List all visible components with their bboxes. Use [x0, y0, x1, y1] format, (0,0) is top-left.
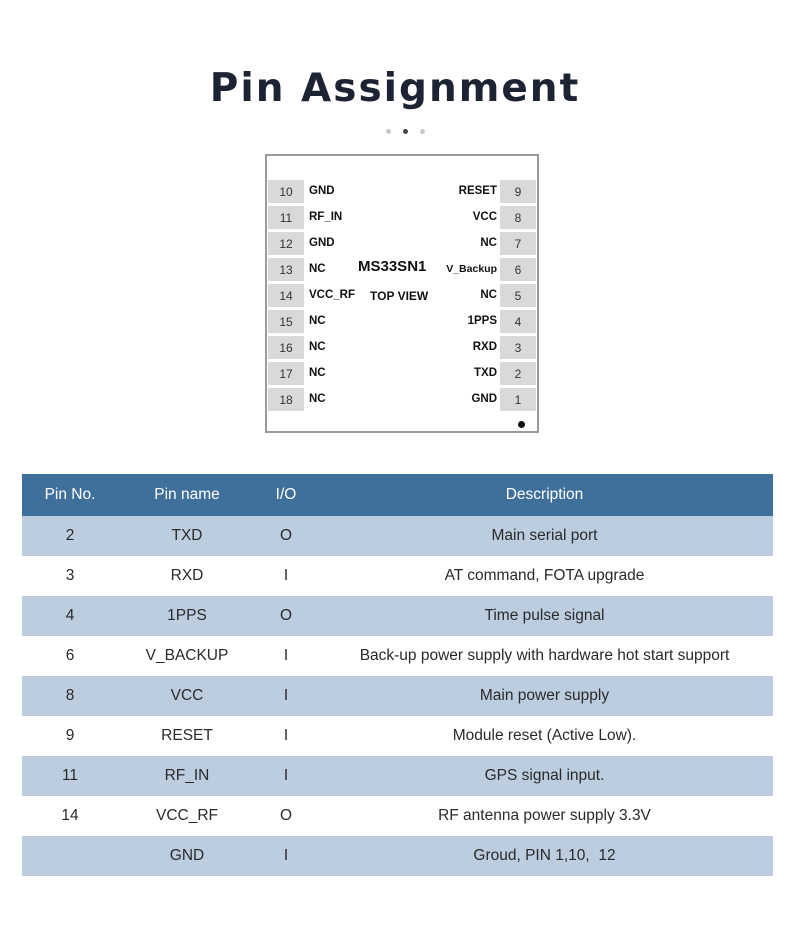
pin-label-1: GND — [471, 393, 497, 405]
table-row — [22, 836, 773, 876]
pin-pad-15: 15 — [268, 310, 304, 333]
cell-pin-name: VCC — [170, 687, 204, 704]
cell-pin-name: RF_IN — [164, 767, 210, 784]
table-row — [22, 716, 773, 756]
pin-pad-17: 17 — [268, 362, 304, 385]
pin-pad-13: 13 — [268, 258, 304, 281]
pin-pad-14: 14 — [268, 284, 304, 307]
cell-io: O — [279, 527, 293, 544]
table-header — [22, 474, 773, 516]
pin-label-15: NC — [309, 315, 326, 327]
pin-pad-6: 6 — [500, 258, 536, 281]
pin-label-4: 1PPS — [467, 315, 497, 327]
chip-diagram — [265, 154, 539, 433]
header-pin-no: Pin No. — [44, 486, 96, 503]
pin-label-5: NC — [480, 289, 497, 301]
pin-label-14: VCC_RF — [309, 289, 356, 301]
pin-pad-7: 7 — [500, 232, 536, 255]
pin-pad-8: 8 — [500, 206, 536, 229]
pin-pad-2: 2 — [500, 362, 536, 385]
page-title: Pin Assignment — [209, 66, 581, 111]
pin-label-17: NC — [309, 367, 326, 379]
pin-pad-9: 9 — [500, 180, 536, 203]
cell-pin-name: RXD — [170, 567, 204, 584]
cell-pin-no: 11 — [61, 767, 79, 784]
pin-label-9: RESET — [458, 185, 497, 197]
carousel-dots — [386, 128, 426, 136]
cell-description: Module reset (Active Low). — [452, 727, 637, 744]
cell-pin-no: 4 — [65, 607, 75, 624]
cell-io: I — [283, 847, 289, 864]
pin-label-2: TXD — [474, 367, 497, 379]
pin-pad-10: 10 — [268, 180, 304, 203]
table-row — [22, 636, 773, 676]
cell-pin-name: RESET — [161, 727, 213, 744]
cell-pin-no: 6 — [65, 647, 75, 664]
cell-description: Time pulse signal — [484, 607, 605, 624]
table-row — [22, 596, 773, 636]
chip-view-label: TOP VIEW — [370, 289, 429, 303]
pin-label-7: NC — [480, 237, 497, 249]
pin-pad-18: 18 — [268, 388, 304, 411]
pin-label-6: V_Backup — [446, 263, 497, 275]
cell-description: Back-up power supply with hardware hot start support — [359, 647, 730, 664]
table-row — [22, 556, 773, 596]
pin-pad-5: 5 — [500, 284, 536, 307]
cell-pin-name: 1PPS — [167, 607, 207, 624]
dot-indicator[interactable] — [386, 129, 391, 134]
pin-pad-3: 3 — [500, 336, 536, 359]
cell-pin-name: GND — [169, 847, 205, 864]
dot-indicator[interactable] — [420, 129, 425, 134]
cell-pin-name: V_BACKUP — [145, 647, 229, 664]
cell-description: Main serial port — [491, 527, 598, 544]
pin-label-8: VCC — [472, 211, 497, 223]
cell-pin-no: 2 — [65, 527, 75, 544]
pin-pad-12: 12 — [268, 232, 304, 255]
pin-pad-16: 16 — [268, 336, 304, 359]
table-row — [22, 796, 773, 836]
cell-io: I — [283, 687, 289, 704]
cell-io: I — [283, 567, 289, 584]
table-row — [22, 516, 773, 556]
cell-io: O — [279, 807, 293, 824]
table-row — [22, 756, 773, 796]
cell-io: I — [283, 767, 289, 784]
pin1-marker-icon — [518, 421, 525, 428]
cell-io: I — [283, 647, 289, 664]
pin-label-16: NC — [309, 341, 326, 353]
cell-description: Main power supply — [479, 687, 610, 704]
cell-pin-no: 14 — [61, 807, 79, 824]
header-description: Description — [505, 486, 584, 503]
cell-pin-no: 3 — [65, 567, 75, 584]
cell-description: RF antenna power supply 3.3V — [438, 807, 651, 824]
header-io: I/O — [275, 486, 297, 503]
cell-description: GPS signal input. — [484, 767, 605, 784]
header-pin-name: Pin name — [154, 486, 220, 503]
pin-label-13: NC — [309, 263, 326, 275]
cell-io: O — [279, 607, 293, 624]
pin-table — [22, 474, 773, 876]
pin-label-10: GND — [309, 185, 335, 197]
pin-label-3: RXD — [472, 341, 497, 353]
cell-io: I — [283, 727, 289, 744]
pin-label-18: NC — [309, 393, 326, 405]
cell-description: AT command, FOTA upgrade — [444, 567, 645, 584]
chip-name: MS33SN1 — [358, 258, 427, 275]
cell-pin-no: 9 — [65, 727, 75, 744]
cell-pin-no: 8 — [65, 687, 75, 704]
table-row — [22, 676, 773, 716]
pin-pad-4: 4 — [500, 310, 536, 333]
pin-label-12: GND — [309, 237, 335, 249]
cell-description: Groud, PIN 1,10, 12 — [473, 847, 616, 864]
pin-pad-11: 11 — [268, 206, 304, 229]
pin-label-11: RF_IN — [309, 211, 343, 223]
cell-pin-name: TXD — [171, 527, 203, 544]
dot-indicator-active[interactable] — [403, 129, 408, 134]
cell-pin-name: VCC_RF — [155, 807, 218, 824]
pin-pad-1: 1 — [500, 388, 536, 411]
